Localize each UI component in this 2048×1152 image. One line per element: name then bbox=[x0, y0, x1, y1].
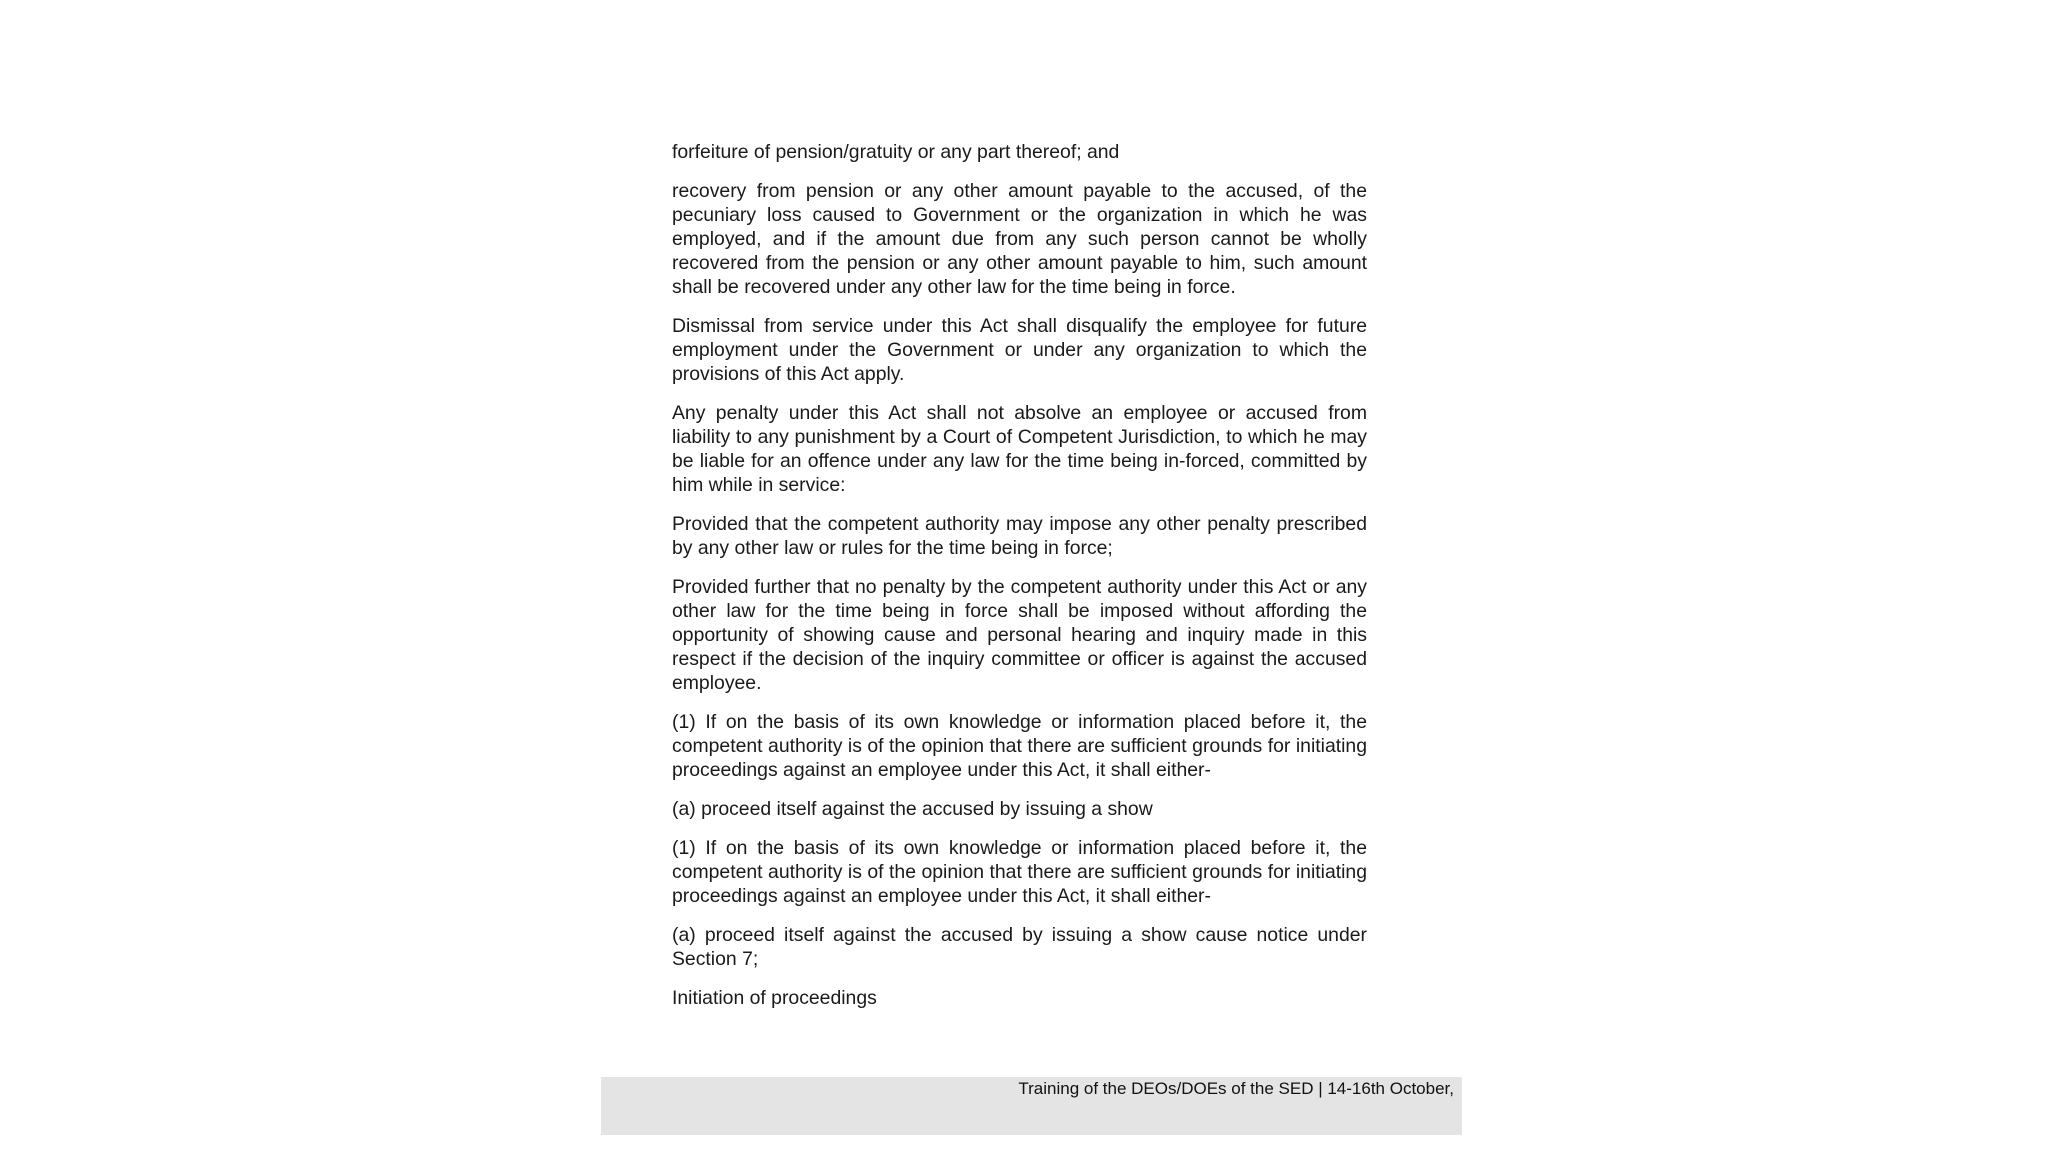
paragraph-recovery: recovery from pension or any other amount payable to the accused, of the pecuniary loss caused to Government or the organization in which he was employed, and if the amount due from any such person cannot be wholly recovered from the pension or any other amount payable to him, such amount shall be recovered under any other law for the time being in force. bbox=[672, 180, 1367, 298]
paragraph-subclause-a-full: (a) proceed itself against the accused by issuing a show cause notice under Section 7; bbox=[672, 924, 1367, 970]
paragraph-proviso-2: Provided further that no penalty by the competent authority under this Act or any other law for the time being in force shall be imposed without affording the opportunity of showing cause and personal hearing and inquiry made in this respect if the decision of the inquiry committee or officer is against the accused employee. bbox=[672, 576, 1367, 694]
paragraph-penalty: Any penalty under this Act shall not absolve an employee or accused from liability to any punishment by a Court of Competent Jurisdiction, to which he may be liable for an offence under any law for the time being in-forced, committed by him while in service: bbox=[672, 402, 1367, 496]
footer-text: Training of the DEOs/DOEs of the SED | 14-16th October, bbox=[1018, 1079, 1454, 1098]
section-heading-initiation: Initiation of proceedings bbox=[672, 987, 877, 1009]
paragraph-clause-1: (1) If on the basis of its own knowledge or information placed before it, the competent authority is of the opinion that there are sufficient grounds for initiating proceedings against an employee under this Act, it shall either- bbox=[672, 711, 1367, 781]
page-footer bbox=[601, 1077, 1462, 1135]
paragraph-forfeiture: forfeiture of pension/gratuity or any part thereof; and bbox=[672, 141, 1120, 163]
paragraph-clause-1-repeat: (1) If on the basis of its own knowledge or information placed before it, the competent authority is of the opinion that there are sufficient grounds for initiating proceedings against an employee under this Act, it shall either- bbox=[672, 837, 1367, 907]
paragraph-subclause-a: (a) proceed itself against the accused by issuing a show bbox=[672, 798, 1153, 820]
paragraph-dismissal: Dismissal from service under this Act shall disqualify the employee for future employment under the Government or under any organization to which the provisions of this Act apply. bbox=[672, 315, 1367, 385]
document-body bbox=[672, 140, 1367, 1025]
paragraph-proviso-1: Provided that the competent authority may impose any other penalty prescribed by any other law or rules for the time being in force; bbox=[672, 513, 1367, 559]
